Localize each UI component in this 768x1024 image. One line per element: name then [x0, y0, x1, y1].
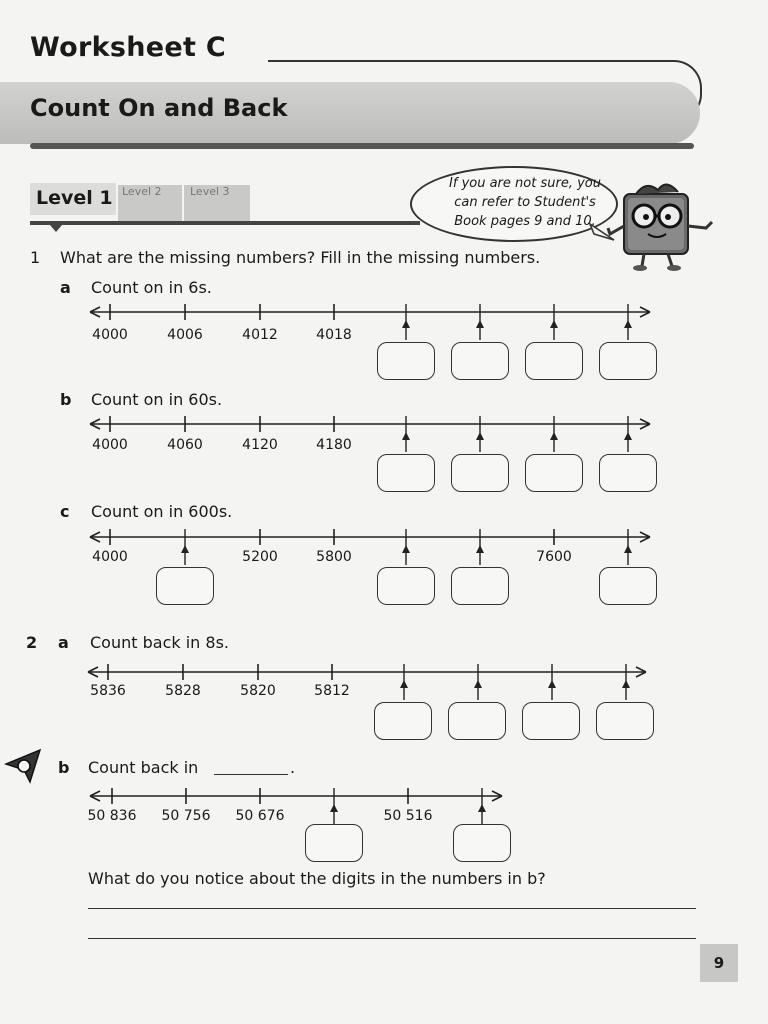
q2a-answer-box-4[interactable]: [596, 702, 654, 740]
q2-number: 2: [26, 633, 38, 652]
q1a-tick-2: 4006: [167, 327, 203, 343]
q2b-letter: b: [58, 758, 70, 777]
q1c-answer-box-3[interactable]: [451, 567, 509, 605]
q2b-tick-3: 50 676: [235, 808, 285, 824]
answer-line-2[interactable]: [88, 938, 696, 939]
q1a-label: Count on in 6s.: [91, 278, 212, 297]
q2a-tick-1: 5836: [90, 683, 126, 699]
banner-underline: [30, 143, 694, 149]
q2b-tick-4: 50 516: [383, 808, 433, 824]
q1c-answer-box-2[interactable]: [377, 567, 435, 605]
q1b-letter: b: [60, 390, 72, 409]
q2b-tick-2: 50 756: [161, 808, 211, 824]
q1a-letter: a: [60, 278, 71, 297]
q1a-answer-box-2[interactable]: [451, 342, 509, 380]
q2a-label: Count back in 8s.: [90, 633, 229, 652]
q1c-tick-1: 4000: [92, 549, 128, 565]
q1a-answer-box-1[interactable]: [377, 342, 435, 380]
q1b-answer-box-4[interactable]: [599, 454, 657, 492]
q2a-letter: a: [58, 633, 69, 652]
q1b-answer-box-1[interactable]: [377, 454, 435, 492]
challenge-star-icon: [4, 748, 44, 784]
q1c-letter: c: [60, 502, 70, 521]
level2-tab: Level 2: [118, 185, 182, 221]
q1a-tick-1: 4000: [92, 327, 128, 343]
q2b-blank-line[interactable]: [214, 774, 288, 775]
q1c-label: Count on in 600s.: [91, 502, 233, 521]
q2a-answer-box-1[interactable]: [374, 702, 432, 740]
q1b-tick-3: 4120: [242, 437, 278, 453]
mascot-book-icon: [606, 176, 718, 276]
q1b-answer-box-3[interactable]: [525, 454, 583, 492]
q1b-label: Count on in 60s.: [91, 390, 223, 409]
level-rule: [30, 221, 420, 225]
q1a-answer-box-4[interactable]: [599, 342, 657, 380]
level3-tab: Level 3: [184, 185, 250, 221]
answer-line-1[interactable]: [88, 908, 696, 909]
q1c-tick-4: 7600: [536, 549, 572, 565]
title-rule: [268, 60, 668, 62]
q2-notice-prompt: What do you notice about the digits in the numbers in b?: [88, 869, 546, 888]
tip-line-2: can refer to Student's: [454, 195, 596, 210]
section-title: Count On and Back: [30, 94, 288, 122]
q1b-tick-2: 4060: [167, 437, 203, 453]
q1-number: 1: [30, 248, 41, 267]
q2b-label: Count back in: [88, 758, 199, 777]
tip-line-3: Book pages 9 and 10.: [454, 214, 596, 229]
q1a-tick-3: 4012: [242, 327, 278, 343]
page-number: 9: [700, 944, 738, 982]
q2b-answer-box-1[interactable]: [305, 824, 363, 862]
q2a-tick-3: 5820: [240, 683, 276, 699]
q1c-answer-box-4[interactable]: [599, 567, 657, 605]
q2b-tick-1: 50 836: [87, 808, 137, 824]
tip-line-1: If you are not sure, you: [449, 176, 601, 191]
q2a-tick-4: 5812: [314, 683, 350, 699]
q1b-tick-4: 4180: [316, 437, 352, 453]
q1b-tick-1: 4000: [92, 437, 128, 453]
tip-text: [430, 174, 620, 231]
q1c-tick-2: 5200: [242, 549, 278, 565]
q1a-answer-box-3[interactable]: [525, 342, 583, 380]
worksheet-title: Worksheet C: [30, 32, 226, 63]
q1c-tick-3: 5800: [316, 549, 352, 565]
q2b-label-end: .: [290, 758, 296, 777]
level1-label: Level 1: [36, 187, 113, 209]
q1c-answer-box-1[interactable]: [156, 567, 214, 605]
q2b-answer-box-2[interactable]: [453, 824, 511, 862]
level-pointer-icon: [50, 225, 62, 232]
q1-prompt: What are the missing numbers? Fill in the missing numbers.: [60, 248, 541, 267]
q2a-tick-2: 5828: [165, 683, 201, 699]
q1a-tick-4: 4018: [316, 327, 352, 343]
q2a-answer-box-3[interactable]: [522, 702, 580, 740]
q1b-answer-box-2[interactable]: [451, 454, 509, 492]
q2a-answer-box-2[interactable]: [448, 702, 506, 740]
